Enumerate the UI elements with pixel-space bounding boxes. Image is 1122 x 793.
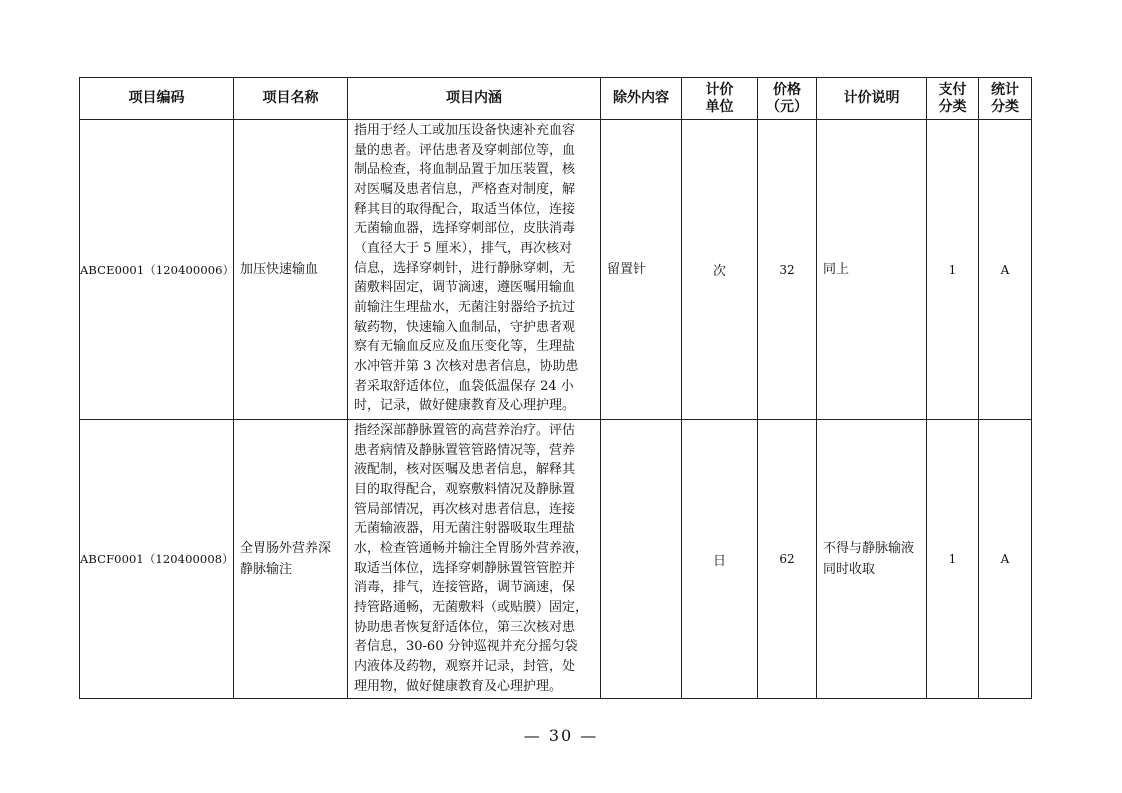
content-line: 消毒，排气，连接管路，调节滴速，保 — [354, 580, 576, 596]
payment-category-cell: 1 — [927, 120, 979, 420]
header-stat-line2: 分类 — [991, 98, 1019, 115]
content-line: 内液体及药物，观察并记录，封管，处 — [354, 658, 576, 674]
content-line: 指经深部静脉置管的高营养治疗。评估 — [354, 423, 576, 438]
pricing-unit-cell: 次 — [682, 120, 758, 420]
excluded-content-cell: 留置针 — [601, 120, 682, 420]
statistic-category-cell: A — [979, 420, 1032, 699]
header-price-line1: 价格 — [773, 81, 801, 98]
content-line: 理用物，做好健康教育及心理护理。 — [354, 678, 563, 694]
content-line: 协助患者恢复舒适体位，第三次核对患 — [354, 619, 576, 635]
content-line: 释其目的取得配合，取适当体位，连接 — [354, 201, 576, 217]
item-code-cell: ABCE0001（120400006） — [80, 120, 234, 420]
header-excluded: 除外内容 — [601, 78, 682, 120]
content-line: 时，记录，做好健康教育及心理护理。 — [354, 398, 576, 414]
page-number: — 30 — — [523, 726, 599, 745]
pricing-note-cell — [817, 420, 927, 699]
content-line: 对医嘱及患者信息，严格查对制度，解 — [354, 181, 576, 197]
item-name-line: 全胃肠外营养深 — [240, 541, 332, 556]
header-unit-line2: 单位 — [705, 98, 734, 115]
content-line: 水冲管并第 3 次核对患者信息，协助患 — [354, 358, 579, 374]
content-line: 指用于经人工或加压设备快速补充血容 — [354, 123, 576, 138]
header-price-line2: （元） — [766, 98, 808, 115]
content-line: 管局部情况，再次核对患者信息，连接 — [354, 501, 576, 517]
header-unit-line1: 计价 — [705, 81, 734, 98]
pricing-note-cell — [817, 120, 927, 420]
header-pay-line2: 分类 — [938, 98, 967, 115]
content-line: 无菌输液器，用无菌注射器吸取生理盐 — [354, 521, 576, 537]
header-note: 计价说明 — [817, 78, 927, 120]
header-name: 项目名称 — [234, 78, 348, 120]
content-line: 制品检查，将血制品置于加压装置，核 — [354, 162, 576, 178]
content-line: 水，检查管通畅并输注全胃肠外营养液， — [354, 540, 589, 556]
content-line: 敏药物，快速输入血制品，守护患者观 — [354, 319, 576, 335]
header-price — [758, 78, 817, 120]
content-line: 者采取舒适体位，血袋低温保存 24 小 — [354, 378, 574, 394]
content-line: 察有无输血反应及血压变化等，生理盐 — [354, 339, 576, 355]
header-stat — [979, 78, 1032, 120]
content-line: 前输注生理盐水，无菌注射器给予抗过 — [354, 299, 576, 315]
pricing-note-line: 不得与静脉输液 — [823, 541, 915, 556]
content-line: 液配制，核对医嘱及患者信息，解释其 — [354, 462, 576, 478]
payment-category-cell: 1 — [927, 420, 979, 699]
pricing-table — [79, 77, 1032, 699]
content-line: 信息，选择穿刺针，进行静脉穿刺，无 — [354, 260, 576, 276]
item-content-cell — [348, 120, 601, 420]
item-name-line: 静脉输注 — [240, 562, 293, 577]
content-line: 目的取得配合，观察敷料情况及静脉置 — [354, 481, 576, 497]
table-row — [80, 420, 1032, 699]
item-code-cell: ABCF0001（120400008） — [80, 420, 234, 699]
header-code: 项目编码 — [80, 78, 234, 120]
pricing-unit-cell: 日 — [682, 420, 758, 699]
pricing-note-line: 同时收取 — [823, 562, 876, 577]
pricing-note-line: 同上 — [823, 262, 850, 277]
price-cell: 62 — [758, 420, 817, 699]
header-content: 项目内涵 — [348, 78, 601, 120]
statistic-category-cell: A — [979, 120, 1032, 420]
content-line: 取适当体位，选择穿刺静脉置管管腔并 — [354, 560, 576, 576]
header-unit — [682, 78, 758, 120]
header-pay — [927, 78, 979, 120]
pricing-table-container — [79, 77, 1032, 699]
table-header-row — [80, 78, 1032, 120]
content-line: 量的患者。评估患者及穿刺部位等，血 — [354, 142, 576, 158]
item-name-cell — [234, 420, 348, 699]
header-stat-line1: 统计 — [991, 81, 1019, 98]
content-line: 患者病情及静脉置管管路情况等，营养 — [354, 442, 576, 458]
content-line: 持管路通畅，无菌敷料（或贴膜）固定， — [354, 599, 589, 615]
price-cell: 32 — [758, 120, 817, 420]
content-line: 无菌输血器，选择穿刺部位，皮肤消毒 — [354, 221, 576, 237]
header-pay-line1: 支付 — [938, 81, 967, 98]
content-line: 菌敷料固定，调节滴速，遵医嘱用输血 — [354, 280, 576, 296]
excluded-content-cell — [601, 420, 682, 699]
item-name-cell — [234, 120, 348, 420]
content-line: （直径大于 5 厘米），排气，再次核对 — [354, 240, 573, 256]
content-line: 者信息，30-60 分钟巡视并充分摇匀袋 — [354, 639, 578, 655]
item-content-cell — [348, 420, 601, 699]
table-row — [80, 120, 1032, 420]
item-name-line: 加压快速输血 — [240, 262, 319, 277]
